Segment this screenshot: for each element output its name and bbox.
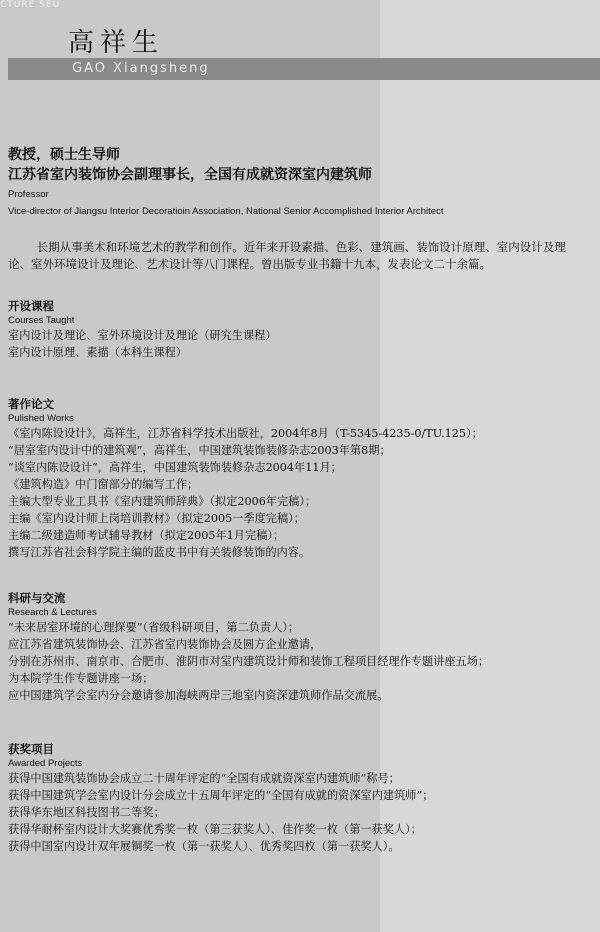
profile-content [8,145,588,855]
list-item: 分别在苏州市、南京市、合肥市、淮阴市对室内建筑设计师和装饰工程项目经理作专题讲座五场； [8,655,490,668]
list-item: 《建筑构造》中门窗部分的编写工作； [8,478,199,491]
list-item: 主编大型专业工具书《室内建筑师辞典》（拟定2006年完稿）； [8,495,317,508]
role-position-en: Vice-director of Jiangsu Interior Decoratioin Association, National Senior Accomplished Interior Architect [8,206,444,217]
section-heading: 开设课程 [8,299,54,313]
role-position-cn: 江苏省室内装饰协会副理事长，全国有成就资深室内建筑师 [8,167,372,183]
list-item: 获得中国建筑学会室内设计分会成立十五周年评定的“全国有成就的资深室内建筑师”； [8,789,434,802]
section-subheading: Research & Lectures [8,607,97,618]
list-item: 为本院学生作专题讲座一场； [8,672,154,685]
section-heading: 获奖项目 [8,742,54,756]
section-heading: 著作论文 [8,397,54,411]
section-courses [8,299,588,361]
list-item: “谈室内陈设设计“，高祥生，中国建筑装饰装修杂志2004年11月； [8,461,342,474]
section-research [8,591,588,704]
section-subheading: Courses Taught [8,315,75,326]
list-item: 撰写江苏省社会科学院主编的蓝皮书中有关装修装饰的内容。 [8,546,311,559]
list-item: 获得华耐杯室内设计大奖赛优秀奖一枚（第三获奖人）、佳作奖一枚（第一获奖人）； [8,823,422,836]
header-tag: CTURE SEU [0,0,61,10]
section-heading: 科研与交流 [8,591,66,605]
section-works [8,397,588,561]
list-item: 应中国建筑学会室内分会邀请参加海峡两岸三地室内资深建筑师作品交流展。 [8,689,389,702]
section-subheading: Pulished Works [8,413,74,424]
list-item: 获得中国建筑装饰协会成立二十周年评定的“全国有成就资深室内建筑师”称号； [8,772,400,785]
list-item: “未来居室环境的心理探要”（省级科研项目，第二负责人）； [8,621,300,634]
list-item: 《室内陈设设计》，高祥生，江苏省科学技术出版社，2004年8月（T-5345-4235-0/TU.125）； [8,427,483,440]
list-item: 主编二级建造师考试辅导教材（拟定2005年1月完稿）； [8,529,285,542]
list-item: 应江苏省建筑装饰协会、江苏省室内装饰协会及圆方企业邀请， [8,638,322,651]
list-item: 室内设计及理论、室外环境设计及理论（研究生课程） [8,329,277,342]
list-item: 室内设计原理、素描（本科生课程） [8,346,188,359]
section-awards [8,742,588,855]
role-title-en: Professor [8,189,49,200]
list-item: “居室室内设计中的建筑观”，高祥生，中国建筑装饰装修杂志2003年第8期； [8,444,391,457]
role-title-cn: 教授，硕士生导师 [8,147,120,163]
page-title: 高祥生 [68,28,165,58]
list-item: 获得华东地区科技图书二等奖； [8,806,165,819]
section-subheading: Awarded Projects [8,758,83,769]
page-subtitle: GAO Xiangsheng [72,61,210,76]
intro-paragraph: 长期从事美术和环境艺术的教学和创作。近年来开设素描、色彩、建筑画、装饰设计原理、室内设计及理论、室外环境设计及理论、艺术设计等八门课程。曾出版专业书籍十九本，发表论文二十余篇。 [8,240,566,271]
list-item: 获得中国室内设计双年展铜奖一枚（第一获奖人）、优秀奖四枚（第一获奖人）。 [8,840,400,853]
list-item: 主编《室内设计师上岗培训教材》（拟定2005一季度完稿）； [8,512,305,525]
